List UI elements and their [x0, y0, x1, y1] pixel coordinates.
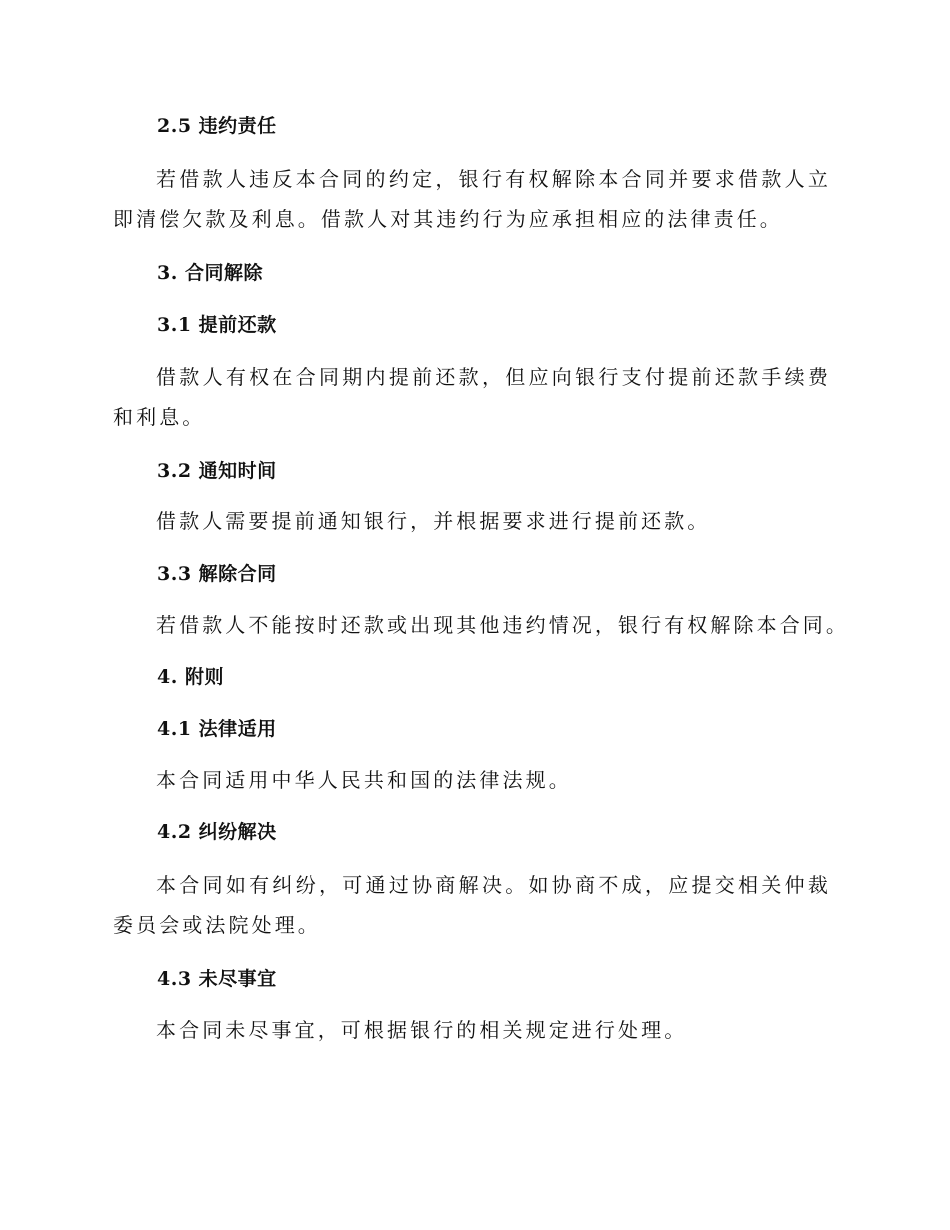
section-body-4-2: 本合同如有纠纷，可通过协商解决。如协商不成，应提交相关仲裁委员会或法院处理。: [113, 873, 831, 937]
section-heading-3: 3. 合同解除: [157, 262, 263, 284]
section-heading-3-1: 3.1 提前还款: [157, 314, 277, 336]
section-heading-4-2: 4.2 纠纷解决: [157, 821, 277, 843]
section-body-3-2: 借款人需要提前通知银行，并根据要求进行提前还款。: [156, 509, 711, 533]
section-heading-4-1: 4.1 法律适用: [157, 718, 277, 740]
section-body-2-5: 若借款人违反本合同的约定，银行有权解除本合同并要求借款人立即清偿欠款及利息。借款人对其违约行为应承担相应的法律责任。: [113, 167, 831, 231]
section-body-4-3: 本合同未尽事宜，可根据银行的相关规定进行处理。: [156, 1018, 688, 1042]
section-heading-4: 4. 附则: [157, 666, 224, 688]
section-body-4-1: 本合同适用中华人民共和国的法律法规。: [156, 768, 572, 792]
section-heading-2-5: 2.5 违约责任: [157, 115, 277, 137]
section-heading-3-3: 3.3 解除合同: [157, 563, 277, 585]
section-heading-4-3: 4.3 未尽事宜: [157, 968, 277, 990]
section-body-3-1: 借款人有权在合同期内提前还款，但应向银行支付提前还款手续费和利息。: [113, 365, 831, 429]
section-heading-3-2: 3.2 通知时间: [157, 460, 277, 482]
section-body-3-3: 若借款人不能按时还款或出现其他违约情况，银行有权解除本合同。: [156, 613, 849, 637]
